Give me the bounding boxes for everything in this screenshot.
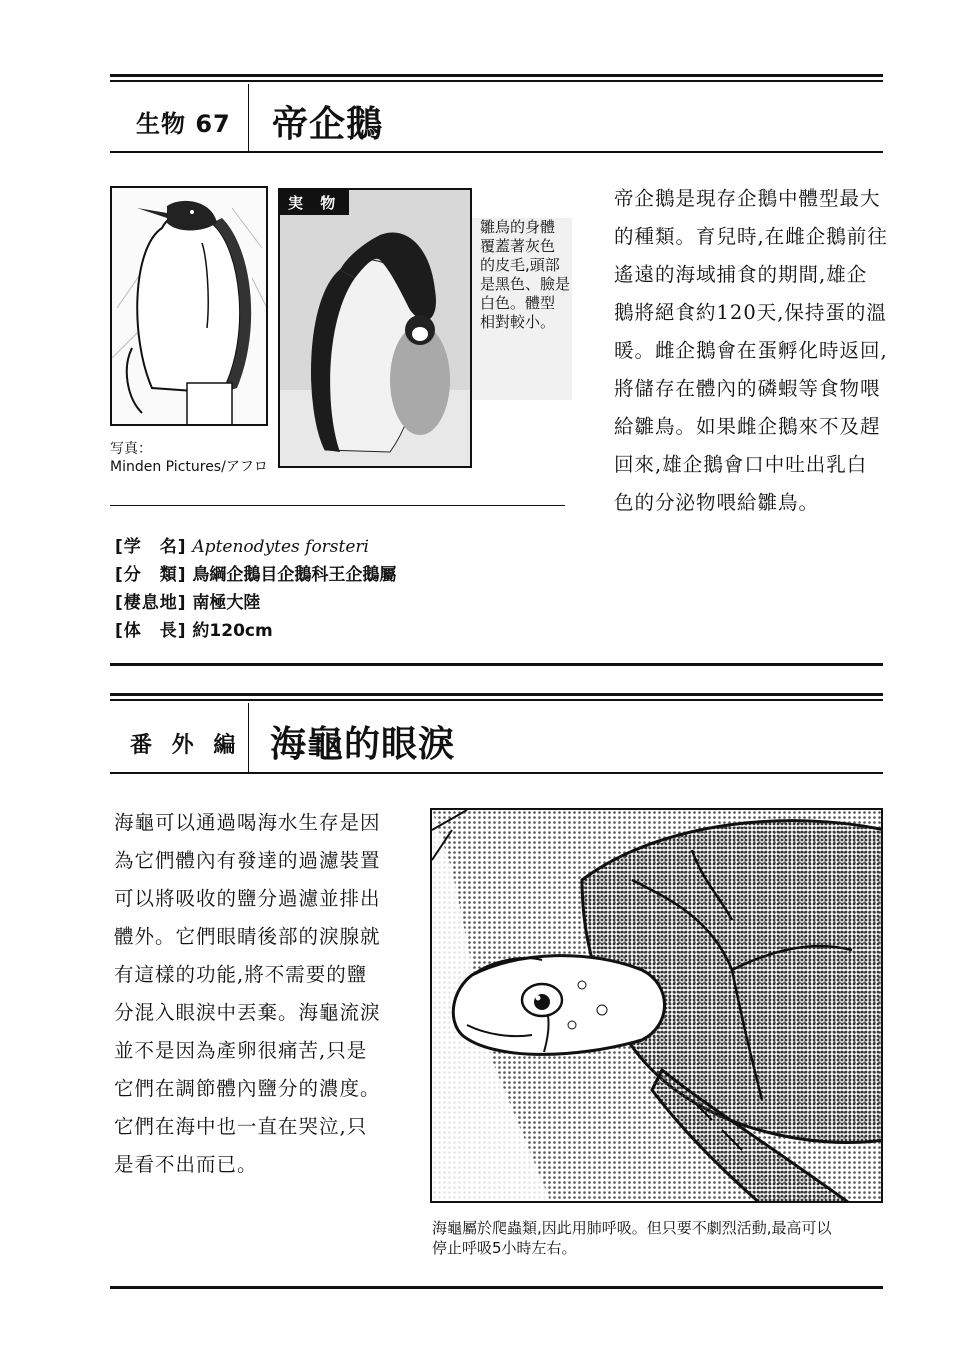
- body-line: 分混入眼淚中丟棄。海龜流淚: [114, 1001, 381, 1024]
- header-bottom-rule: [110, 151, 883, 153]
- chick-note: [480, 218, 570, 332]
- page-bottom-rule: [110, 1286, 883, 1289]
- header-divider: [248, 84, 249, 152]
- body-line: 暖。雌企鵝會在蛋孵化時返回,: [614, 339, 888, 362]
- body-line: 可以將吸收的鹽分過濾並排出: [114, 887, 381, 910]
- info-key: [分 類]: [115, 565, 187, 585]
- body-line: 有這樣的功能,將不需要的鹽: [114, 963, 368, 986]
- section-title: 帝企鵝: [272, 104, 384, 145]
- body-line: 海龜可以通過喝海水生存是因: [114, 811, 381, 834]
- body-line: 是看不出而已。: [114, 1153, 258, 1176]
- chick-note-line: 白色。體型: [480, 294, 556, 312]
- body-line: 的種類。育兒時,在雌企鵝前往: [614, 225, 888, 248]
- body-line: 帝企鵝是現存企鵝中體型最大: [614, 187, 881, 210]
- body-line: 並不是因為產卵很痛苦,只是: [114, 1039, 368, 1062]
- body-line: 鵝將絕食約120天,保持蛋的溫: [614, 301, 887, 324]
- body-line: 它們在海中也一直在哭泣,只: [114, 1115, 368, 1138]
- photo-credit-line1: 写真：: [110, 441, 152, 457]
- sea-turtle-illustration: [430, 808, 883, 1203]
- body-line: 體外。它們眼睛後部的淚腺就: [114, 925, 381, 948]
- chick-note-line: 雛鳥的身體: [480, 218, 556, 236]
- info-value: Aptenodytes forsteri: [192, 537, 369, 557]
- info-scientific-name: [115, 532, 369, 557]
- turtle-body-text: [114, 804, 381, 1184]
- section2-label: 番 外 編: [130, 733, 242, 758]
- body-line: 為它們體內有發達的過濾裝置: [114, 849, 381, 872]
- section2-top-rule: [110, 693, 883, 696]
- caption-line: 停止呼吸5小時左右。: [432, 1239, 577, 1257]
- body-line: 給雛鳥。如果雌企鵝來不及趕: [614, 415, 881, 438]
- info-key: [棲息地]: [115, 593, 187, 613]
- info-value: 鳥綱企鵝目企鵝科王企鵝屬: [192, 565, 397, 585]
- penguin-drawing-icon: [112, 188, 268, 426]
- info-body-length: [115, 616, 273, 641]
- info-value: 約120cm: [192, 621, 273, 641]
- section2-top-rule-double: [110, 699, 883, 701]
- body-line: 色的分泌物喂給雛鳥。: [614, 491, 820, 514]
- header2-bottom-rule: [110, 772, 883, 774]
- section1-bottom-rule: [110, 663, 883, 666]
- chick-note-line: 是黑色、臉是: [480, 275, 571, 293]
- turtle-caption: [432, 1218, 832, 1258]
- body-line: 遙遠的海域捕食的期間,雄企: [614, 263, 868, 286]
- photo-tag: 実 物: [280, 190, 349, 215]
- section-label: 生物 67: [136, 110, 231, 138]
- info-value: 南極大陸: [192, 593, 261, 613]
- chick-note-line: 相對較小。: [480, 313, 556, 331]
- caption-line: 海龜屬於爬蟲類,因此用肺呼吸。但只要不劇烈活動,最高可以: [432, 1219, 832, 1237]
- penguin-photo: [278, 188, 472, 468]
- info-habitat: [115, 588, 260, 613]
- body-line: 將儲存在體內的磷蝦等食物喂: [614, 377, 881, 400]
- top-rule-double: [110, 80, 883, 82]
- manga-penguin-illustration: [110, 186, 268, 426]
- chick-note-line: 的皮毛,頭部: [480, 256, 560, 274]
- chick-note-line: 覆蓋著灰色: [480, 237, 556, 255]
- penguin-photo-icon: [280, 190, 472, 468]
- info-classification: [115, 560, 396, 585]
- header2-divider: [248, 703, 249, 773]
- section2-title: 海龜的眼淚: [270, 724, 456, 765]
- top-rule: [110, 74, 883, 77]
- body-line: 它們在調節體內鹽分的濃度。: [114, 1077, 381, 1100]
- info-rule: [110, 505, 565, 506]
- body-line: 回來,雄企鵝會口中吐出乳白: [614, 453, 868, 476]
- info-key: [学 名]: [115, 537, 187, 557]
- sea-turtle-drawing-icon: [432, 810, 883, 1203]
- penguin-body-text: [614, 180, 888, 522]
- photo-credit-line2: Minden Pictures/アフロ: [110, 459, 268, 475]
- info-key: [体 長]: [115, 621, 187, 641]
